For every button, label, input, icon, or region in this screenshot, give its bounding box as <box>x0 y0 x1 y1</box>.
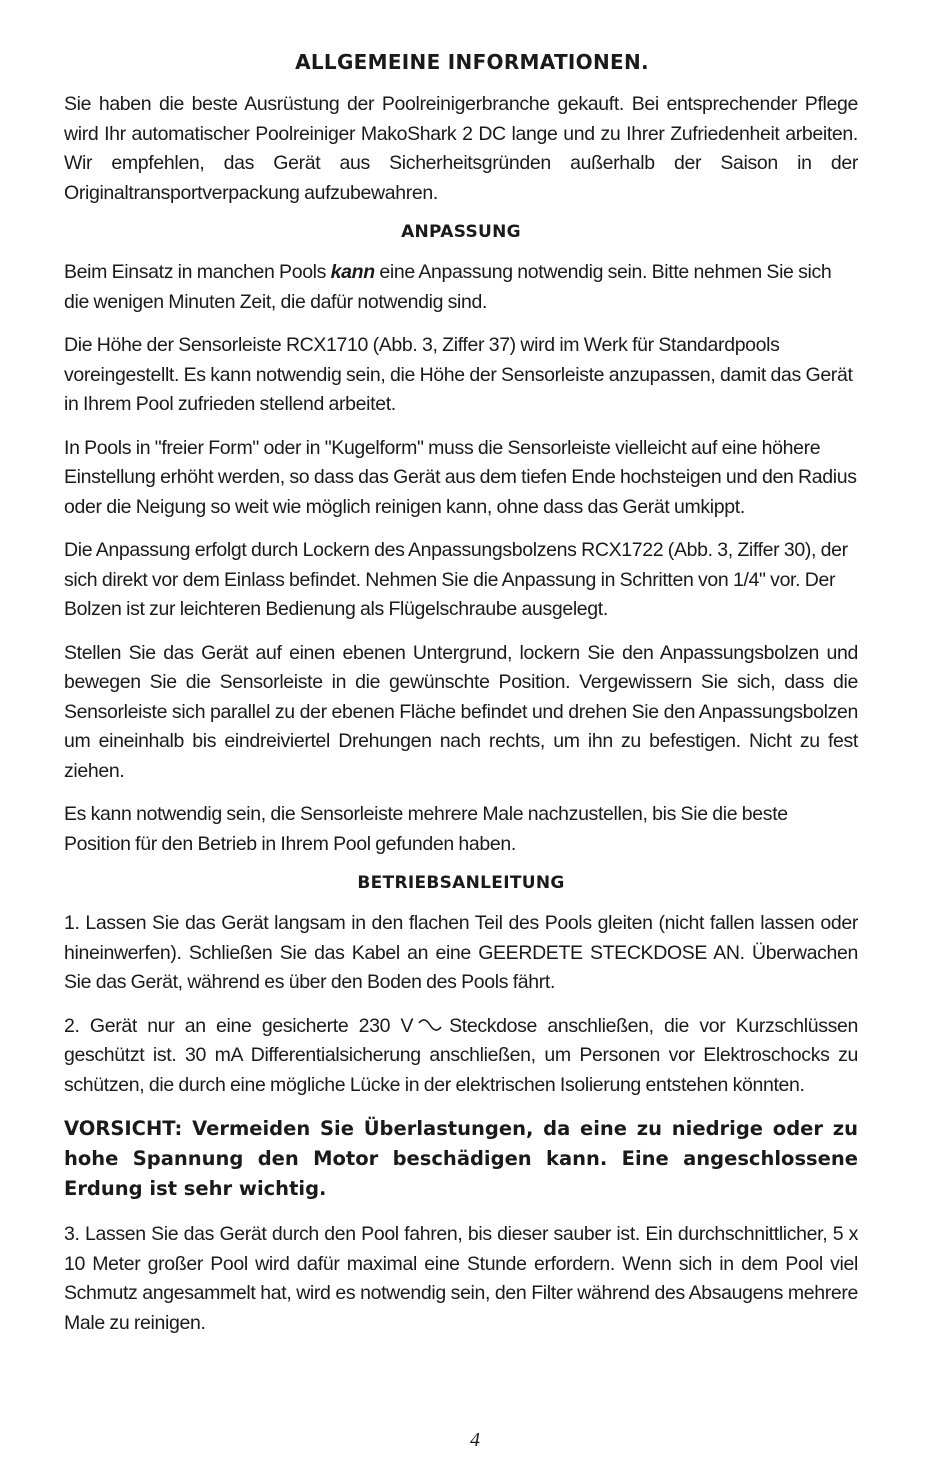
adjustment-p1-start: Beim Einsatz in manchen Pools <box>64 261 327 283</box>
adjustment-paragraph-4: Die Anpassung erfolgt durch Lockern des Anpassungsbolzens RCX1722 (Abb. 3, Ziffer 30), der sich direkt vor dem Einlass befindet. Nehmen Sie die Anpassung in Schritten von 1/4" vor. Der Bolzen ist zur leichteren Bedienung als Flügelschraube ausgelegt. <box>64 539 848 620</box>
adjustment-paragraph-5: Stellen Sie das Gerät auf einen ebenen Untergrund, lockern Sie den Anpassungsbolzen und bewegen Sie die Sensorleiste in die gewünschte Position. Vergewissern Sie sich, dass die Sensorleiste sich parallel zu der ebenen Fläche befindet und drehen Sie den Anpassungsbolzen um eineinhalb bis eindreiviertel Drehungen nach rechts, um ihn zu befestigen. Nicht zu fest ziehen. <box>64 641 858 782</box>
heading-operating-instructions: BETRIEBSANLEITUNG <box>357 873 565 893</box>
warning-caution: VORSICHT: Vermeiden Sie Überlastungen, da eine zu niedrige oder zu hohe Spannung den Motor beschädigen kann. Eine angeschlossene Erdung ist sehr wichtig. <box>64 1117 858 1200</box>
heading-adjustment: ANPASSUNG <box>401 222 521 242</box>
emphasis-kann: kann <box>330 261 375 283</box>
intro-paragraph: Sie haben die beste Ausrüstung der Poolreinigerbranche gekauft. Bei entsprechender Pflege wird Ihr automatischer Poolreiniger MakoShark 2 DC lange und zu Ihrer Zufriedenheit arbeiten. Wir empfehlen, das Gerät aus Sicherheitsgründen außerhalb der Saison in der Originaltransportverpackung aufzubewahren. <box>64 93 858 204</box>
manual-page <box>64 50 858 1352</box>
step-2-end: Steckdose anschließen, die vor Kurzschlüssen geschützt ist. 30 mA Differentialsicherung anschließen, um Personen vor Elektroschocks zu schützen, die durch eine mögliche Lücke in der elektrischen Isolierung entstehen könnten. <box>64 1014 858 1096</box>
adjustment-p1-end: eine Anpassung notwendig sein. Bitte nehmen Sie sich die wenigen Minuten Zeit, die dafür notwendig sind. <box>64 261 832 313</box>
operating-step-3: 3. Lassen Sie das Gerät durch den Pool fahren, bis dieser sauber ist. Ein durchschnittlicher, 5 x 10 Meter großer Pool wird dafür maximal eine Stunde erfordern. Wenn sich in dem Pool viel Schmutz angesammelt hat, wird es notwendig sein, den Filter während des Absaugens mehrere Male zu reinigen. <box>64 1223 858 1334</box>
operating-step-1: 1. Lassen Sie das Gerät langsam in den flachen Teil des Pools gleiten (nicht fallen lassen oder hineinwerfen). Schließen Sie das Kabel an eine GEERDETE STECKDOSE AN. Überwachen Sie das Gerät, während es über den Boden des Pools fährt. <box>64 912 858 993</box>
adjustment-paragraph-2: Die Höhe der Sensorleiste RCX1710 (Abb. 3, Ziffer 37) wird im Werk für Standardpools voreingestellt. Es kann notwendig sein, die Höhe der Sensorleiste anzupassen, damit das Gerät in Ihrem Pool zufrieden stellend arbeitet. <box>64 334 853 415</box>
adjustment-paragraph-3: In Pools in "freier Form" oder in "Kugelform" muss die Sensorleiste vielleicht auf eine höhere Einstellung erhöht werden, so dass das Gerät aus dem tiefen Ende hochsteigen und den Radius oder die Neigung so weit wie möglich reinigen kann, ohne dass das Gerät umkippt. <box>64 436 857 518</box>
ac-sine-icon <box>417 1017 443 1033</box>
adjustment-paragraph-6: Es kann notwendig sein, die Sensorleiste mehrere Male nachzustellen, bis Sie die beste Position für den Betrieb in Ihrem Pool gefunden haben. <box>64 803 788 855</box>
operating-step-2 <box>64 1012 858 1101</box>
step-2-start: 2. Gerät nur an eine gesicherte 230 V <box>64 1014 414 1037</box>
adjustment-paragraph-1 <box>64 258 858 317</box>
heading-general-info: ALLGEMEINE INFORMATIONEN. <box>295 50 649 74</box>
page-number: 4 <box>470 1429 480 1451</box>
